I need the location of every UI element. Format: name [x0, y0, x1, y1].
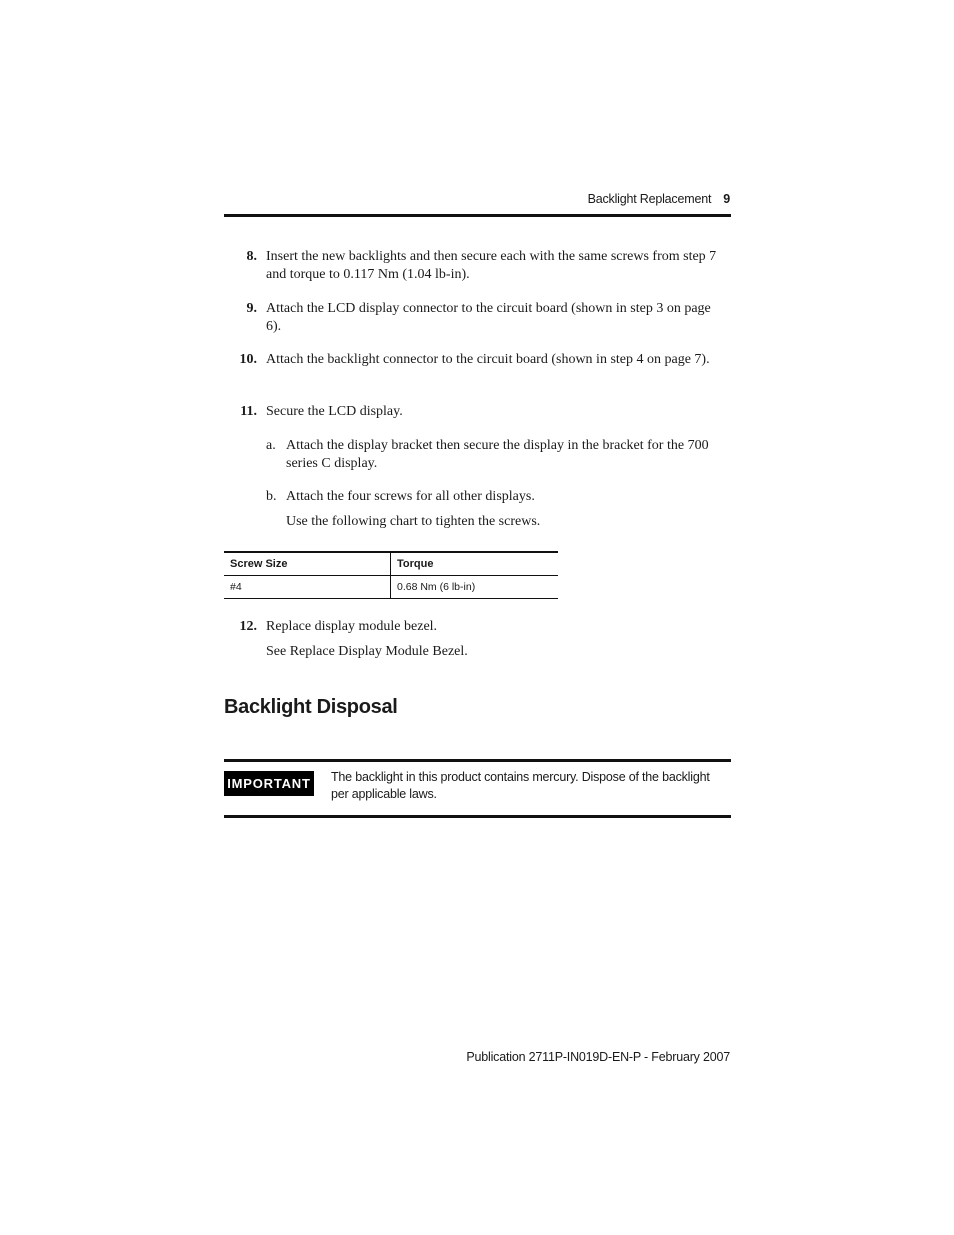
header-rule [224, 214, 731, 217]
step-number: 8. [246, 249, 257, 264]
substep-text: Attach the four screws for all other displays. [286, 489, 535, 504]
torque-table [224, 551, 558, 599]
chart-note: Use the following chart to tighten the screws. [286, 514, 541, 529]
step-text: Insert the new backlights and then secure each with the same screws from step 7 and torque to 0.117 Nm (1.04 lb-in). [266, 249, 717, 282]
step-text: Attach the backlight connector to the circuit board (shown in step 4 on page 7). [266, 352, 710, 367]
important-badge: IMPORTANT [224, 771, 314, 796]
substep-letter: a. [266, 438, 276, 453]
table-cell-torque: 0.68 Nm (6 lb-in) [391, 576, 559, 599]
step-number: 11. [240, 404, 257, 419]
section-title: Backlight Disposal [224, 696, 398, 718]
step-10 [224, 351, 724, 369]
important-top-rule [224, 759, 731, 762]
publication-footer: Publication 2711P-IN019D-EN-P - February 2007 [466, 1050, 730, 1064]
substep-a [266, 437, 726, 473]
step-9 [224, 300, 724, 336]
column-header-screw-size: Screw Size [224, 552, 391, 576]
page-number: 9 [723, 192, 730, 206]
substep-text: Attach the display bracket then secure the display in the bracket for the 700 series C display. [286, 438, 709, 471]
important-text: The backlight in this product contains mercury. Dispose of the backlight per applicable laws. [331, 770, 710, 801]
step-11 [224, 403, 724, 421]
step-number: 12. [239, 619, 257, 634]
step-12 [224, 618, 724, 636]
substep-b [266, 488, 726, 506]
table-header-row [224, 552, 558, 576]
header-title: Backlight Replacement [587, 192, 712, 206]
important-bottom-rule [224, 815, 731, 818]
step-text: Replace display module bezel. [266, 619, 438, 634]
column-header-torque: Torque [391, 552, 559, 576]
bezel-note: See Replace Display Module Bezel. [266, 644, 468, 659]
step-text: Secure the LCD display. [266, 404, 403, 419]
step-number: 9. [246, 301, 257, 316]
step-8 [224, 248, 724, 284]
table-row [224, 576, 558, 599]
step-number: 10. [239, 352, 257, 367]
step-text: Attach the LCD display connector to the circuit board (shown in step 3 on page 6). [266, 301, 711, 334]
substep-letter: b. [266, 489, 277, 504]
page-header [588, 192, 730, 206]
table-cell-screw-size: #4 [224, 576, 391, 599]
